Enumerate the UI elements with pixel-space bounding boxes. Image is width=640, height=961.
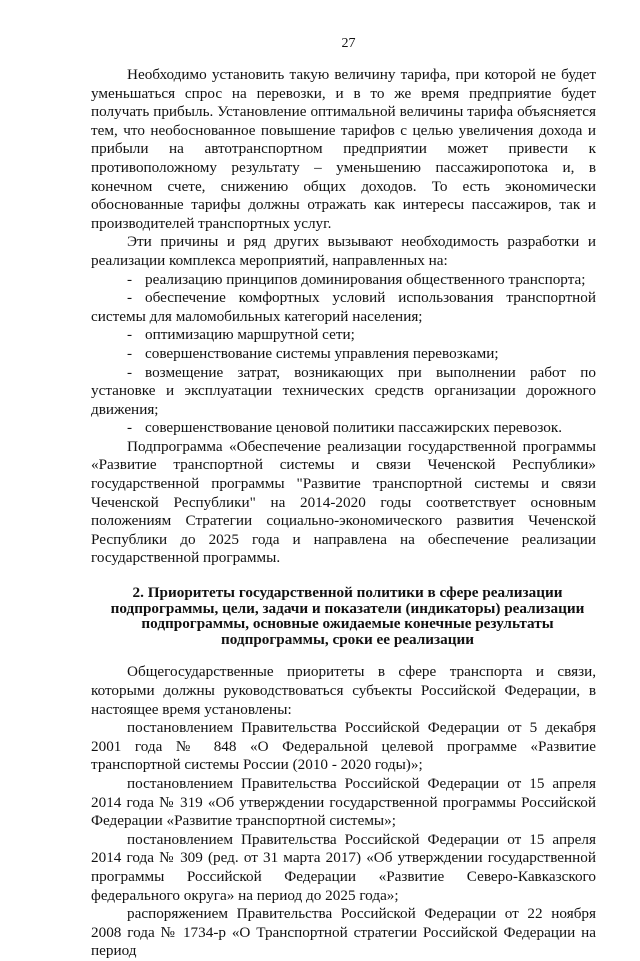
dash-marker: - <box>127 344 133 362</box>
dash-marker: - <box>127 326 133 344</box>
list-item <box>91 345 596 364</box>
list-item <box>91 289 596 326</box>
dash-marker: - <box>127 419 133 437</box>
paragraph-reasons: Эти причины и ряд других вызывают необходимость разработки и реализации комплекса мероприятий, направленных на: <box>91 233 596 269</box>
list-item-text: совершенствование системы управления перевозками; <box>145 344 499 362</box>
list-item <box>91 364 596 420</box>
measures-list <box>91 271 596 438</box>
paragraph-priorities: Общегосударственные приоритеты в сфере транспорта и связи, которыми должны руководствоваться субъекты Российской Федерации, в настоящее время установлены: <box>91 663 596 718</box>
paragraph-decree-848: постановлением Правительства Российской Федерации от 5 декабря 2001 года № 848 «О Федеральной целевой программе «Развитие транспортной системы России (2010 - 2020 годы)»; <box>91 719 596 774</box>
list-item-text: реализацию принципов доминирования общественного транспорта; <box>145 270 586 288</box>
paragraph-subprogram: Подпрограмма «Обеспечение реализации государственной программы «Развитие транспортной системы и связи Чеченской Республики» государственной программы "Развитие транспортной системы и связи Чеченской Республики" на 2014-2020 годы соответствует основным положениям Стратегии социально-экономического развития Чеченской Республики до 2025 года и направлена на обеспечение реализации государственной программы. <box>91 437 596 567</box>
list-item-text: возмещение затрат, возникающих при выполнении работ по установке и эксплуатации технических средств организации дорожного движения; <box>91 363 596 418</box>
paragraph-order-1734: распоряжением Правительства Российской Федерации от 22 ноября 2008 года № 1734-р «О Транспортной стратегии Российской Федерации на период <box>91 905 596 960</box>
dash-marker: - <box>127 270 133 288</box>
list-item-text: обеспечение комфортных условий использования транспортной системы для маломобильных категорий населения; <box>91 289 596 325</box>
paragraph-decree-319: постановлением Правительства Российской Федерации от 15 апреля 2014 года № 319 «Об утверждении государственной программы Российской Федерации «Развитие транспортной системы»; <box>91 774 596 830</box>
list-item-text: оптимизацию маршрутной сети; <box>145 326 355 344</box>
paragraph-decree-309: постановлением Правительства Российской Федерации от 15 апреля 2014 года № 309 (ред. от 31 марта 2017) «Об утверждении государственной программы Российской Федерации «Развитие Северо-Кавказского федерального округа» на период до 2025 года»; <box>91 830 596 904</box>
list-item <box>91 271 596 290</box>
section-heading: 2. Приоритеты государственной политики в сфере реализации подпрограммы, цели, задачи и показатели (индикаторы) реализации подпрограммы, основные ожидаемые конечные результаты подпрограммы, сроки ее реализации <box>110 584 585 648</box>
list-item-text: совершенствование ценовой политики пассажирских перевозок. <box>145 419 563 437</box>
dash-marker: - <box>127 363 133 381</box>
list-item <box>91 326 596 345</box>
list-item <box>91 419 596 438</box>
page-number: 27 <box>341 36 356 51</box>
paragraph-tariff: Необходимо установить такую величину тарифа, при которой не будет уменьшаться спрос на перевозки, и в то же время предприятие будет получать прибыль. Установление оптимальной величины тарифа объясняется тем, что необоснованное повышение тарифов с целью увеличения дохода и прибыли на автотранспортном предприятии может привести к противоположному результату – уменьшению пассажиропотока и, в конечном счете, снижению общих доходов. То есть экономически обоснованные тарифы должны отражать как интересы пассажиров, так и производителей транспортных услуг. <box>91 66 596 232</box>
dash-marker: - <box>127 289 133 307</box>
